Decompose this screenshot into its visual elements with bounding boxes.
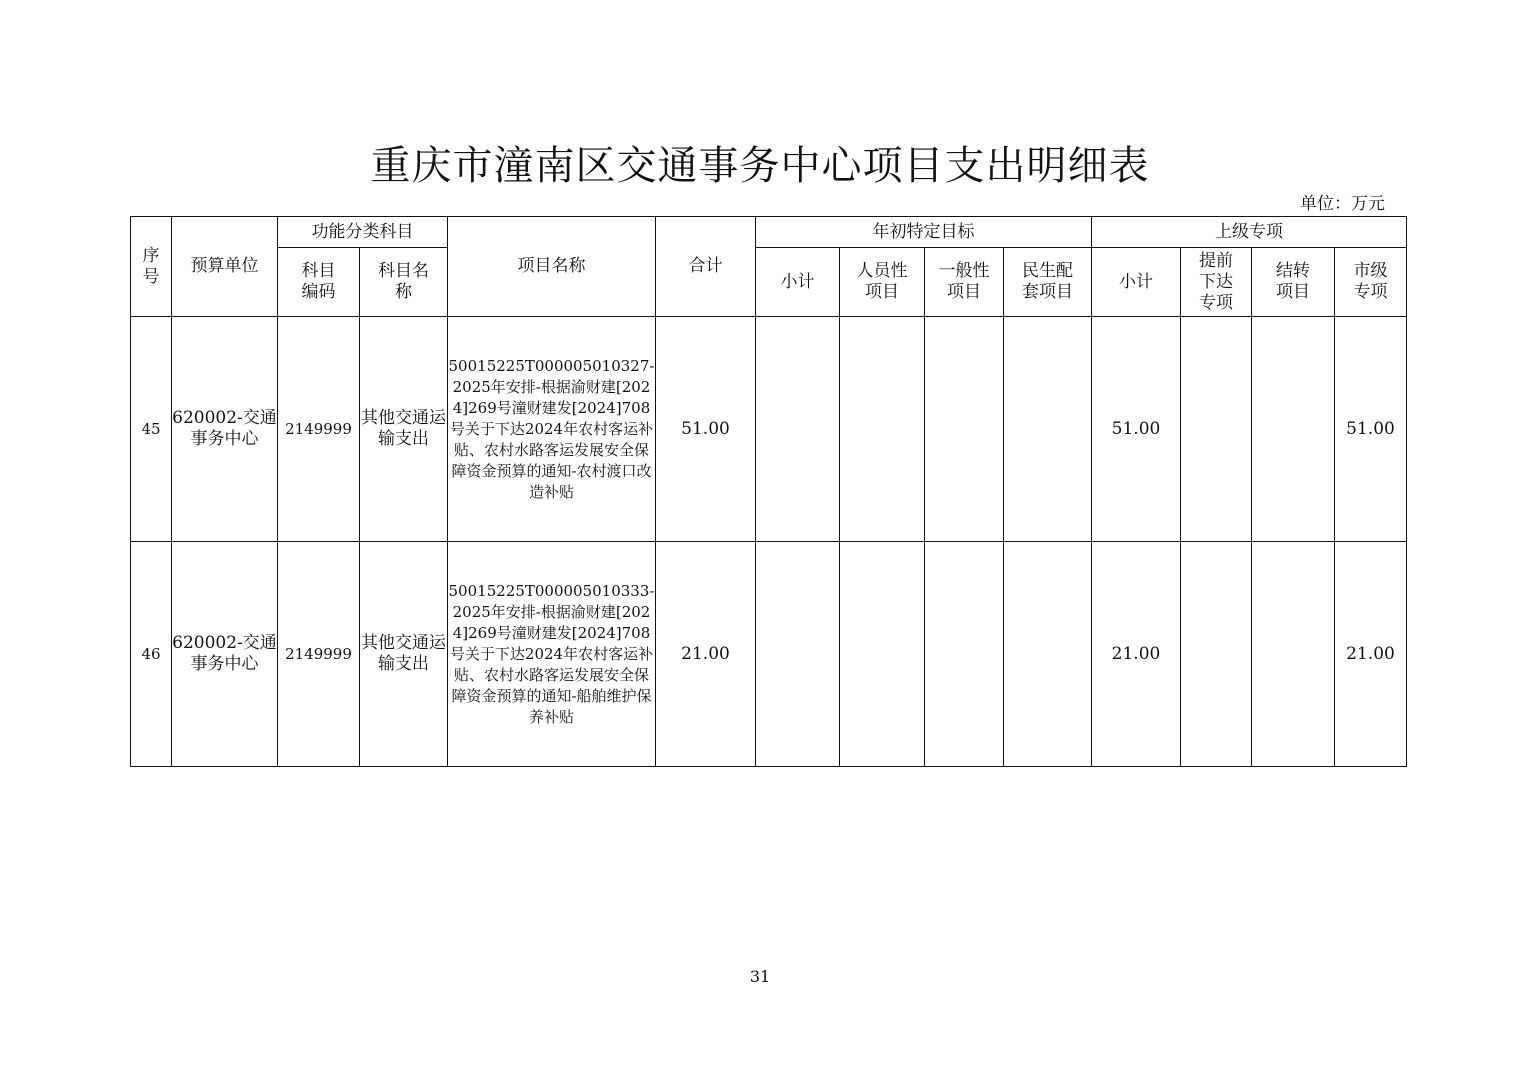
row-subject-code: 2149999 [278,542,360,767]
row-project-name: 50015225T000005010333-2025年安排-根据渝财建[2024]269号潼财建发[2024]708号关于下达2024年农村客运补贴、农村水路客运发展安全保障资金预算的通知-船舶维护保养补贴 [448,542,656,767]
header-target-personnel: 人员性项目 [840,248,925,317]
header-superior-carryover: 结转项目 [1252,248,1335,317]
table-row [131,542,1407,767]
row-target-personnel [840,317,925,542]
row-target-personnel [840,542,925,767]
header-superior-subtotal: 小计 [1092,248,1181,317]
row-subject-name: 其他交通运输支出 [360,317,448,542]
row-subject-name: 其他交通运输支出 [360,542,448,767]
row-project-name: 50015225T000005010327-2025年安排-根据渝财建[2024]269号潼财建发[2024]708号关于下达2024年农村客运补贴、农村水路客运发展安全保障资金预算的通知-农村渡口改造补贴 [448,317,656,542]
row-superior-carryover [1252,542,1335,767]
header-target-subtotal: 小计 [756,248,840,317]
header-annual-specific-targets: 年初特定目标 [756,217,1092,248]
row-superior-city: 51.00 [1335,317,1407,542]
row-target-general [925,542,1004,767]
header-total: 合计 [656,217,756,317]
header-subject-code: 科目编码 [278,248,360,317]
project-expenditure-table [130,216,1407,767]
row-total: 51.00 [656,317,756,542]
header-superior-special-funds: 上级专项 [1092,217,1407,248]
header-function-classification: 功能分类科目 [278,217,448,248]
row-subject-code: 2149999 [278,317,360,542]
page-title: 重庆市潼南区交通事务中心项目支出明细表 [370,143,1150,189]
row-total: 21.00 [656,542,756,767]
row-target-subtotal [756,317,840,542]
row-superior-subtotal: 21.00 [1092,542,1181,767]
header-row-2 [131,248,1407,317]
header-seq: 序号 [131,217,172,317]
row-budget-unit: 620002-交通事务中心 [172,542,278,767]
row-budget-unit: 620002-交通事务中心 [172,317,278,542]
row-target-subtotal [756,542,840,767]
row-superior-advance [1181,542,1252,767]
header-project-name: 项目名称 [448,217,656,317]
table-row [131,317,1407,542]
row-seq: 46 [131,542,172,767]
header-target-livelihood: 民生配套项目 [1004,248,1092,317]
row-target-livelihood [1004,317,1092,542]
row-target-livelihood [1004,542,1092,767]
page-number: 31 [749,967,771,986]
row-seq: 45 [131,317,172,542]
row-superior-city: 21.00 [1335,542,1407,767]
header-superior-city: 市级专项 [1335,248,1407,317]
header-subject-name: 科目名称 [360,248,448,317]
row-superior-subtotal: 51.00 [1092,317,1181,542]
row-superior-carryover [1252,317,1335,542]
unit-label: 单位：万元 [1300,194,1385,214]
header-budget-unit: 预算单位 [172,217,278,317]
header-superior-advance: 提前下达专项 [1181,248,1252,317]
header-row-1 [131,217,1407,248]
row-superior-advance [1181,317,1252,542]
row-target-general [925,317,1004,542]
header-target-general: 一般性项目 [925,248,1004,317]
